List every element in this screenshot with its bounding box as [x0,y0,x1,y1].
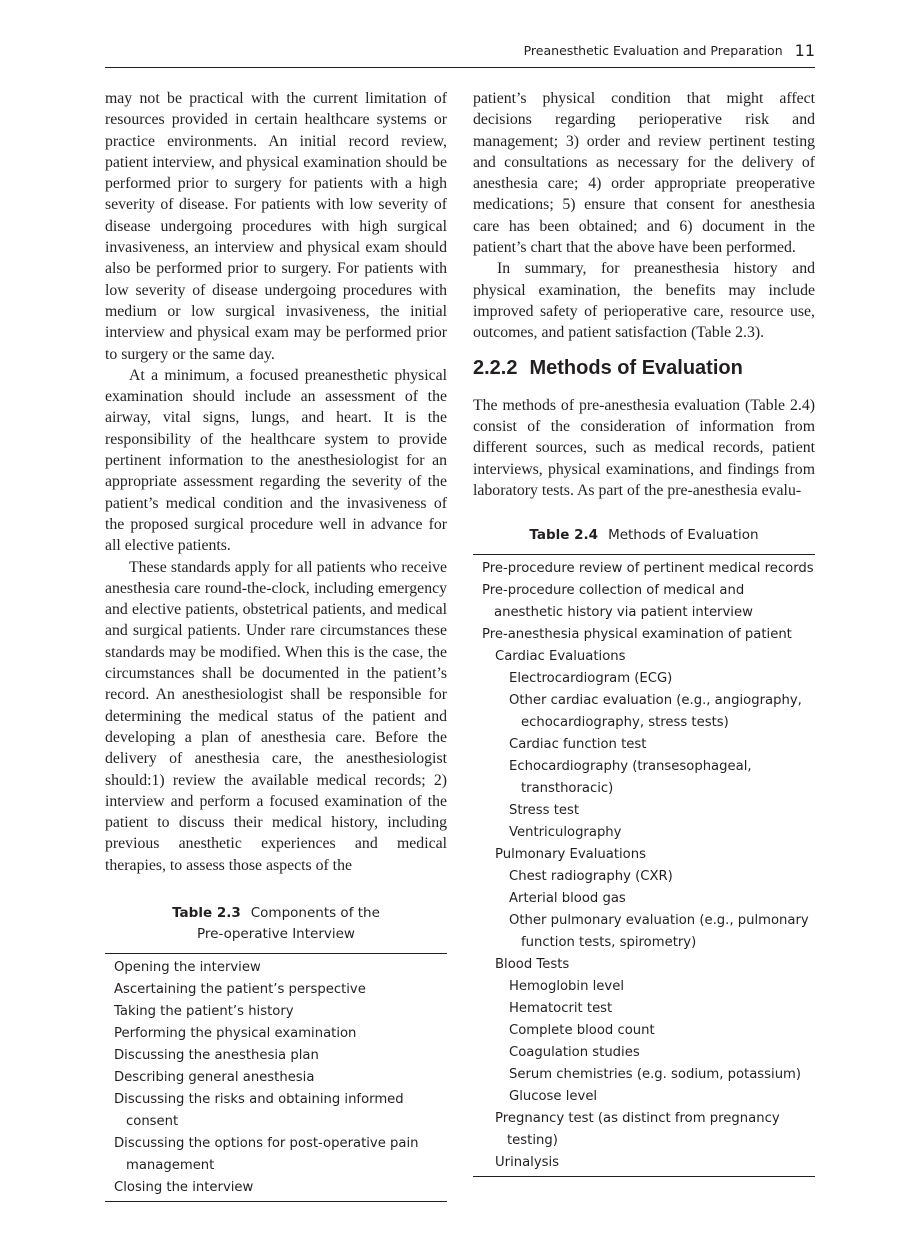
table-row: Blood Tests [495,957,570,973]
table-row: Cardiac Evaluations [495,649,626,665]
table-row: Coagulation studies [509,1045,640,1061]
table-label: Table 2.3 [172,904,241,921]
table-row: Complete blood count [509,1023,655,1039]
page-number: 11 [794,41,815,60]
header-rule [105,67,815,68]
table-row: Other pulmonary evaluation (e.g., pulmonary function tests, spirometry) [509,913,809,951]
paragraph: The methods of pre-anesthesia evaluation (Table 2.4) consist of the consideration of information from different sources, such as medical records, patient interviews, physical examinations, and findings from laboratory tests. As part of the pre-anesthesia evalu- [473,396,815,500]
table-row: Discussing the options for post-operative pain management [114,1135,419,1173]
left-column [105,88,447,1202]
table-row: Pre-anesthesia physical examination of patient [482,627,792,643]
table-row: Pregnancy test (as distinct from pregnancy testing) [495,1111,780,1149]
evaluation-methods-table [473,554,815,1177]
table-row: Glucose level [509,1089,598,1105]
table-row: Pre-procedure review of pertinent medical records [482,561,814,577]
interview-components-table [105,953,447,1202]
running-header [105,40,815,62]
section-number: 2.2.2 [473,356,518,379]
table-title: Methods of Evaluation [608,527,759,544]
section-title: Methods of Evaluation [529,356,743,379]
table-row: Pulmonary Evaluations [495,847,646,863]
table-row: Taking the patient’s history [114,1003,294,1019]
table-row: Ventriculography [509,825,622,841]
table-caption [473,525,815,546]
table-row: Chest radiography (CXR) [509,869,673,885]
table-row: Other cardiac evaluation (e.g., angiography, echocardiography, stress tests) [509,693,802,731]
table-row: Echocardiography (transesophageal, transthoracic) [509,759,752,797]
table-row: Ascertaining the patient’s perspective [114,981,366,997]
table-row: Discussing the anesthesia plan [114,1047,319,1063]
paragraph: patient’s physical condition that might affect decisions regarding perioperative risk and management; 3) order and review pertinent testing and consultations as necessary for the delivery of anesthesia care; 4) order appropriate preoperative medications; 5) ensure that consent for anesthesia care has been obtained; and 6) document in the patient’s chart that the above have been performed. [473,90,815,257]
table-label: Table 2.4 [529,527,599,544]
paragraph: In summary, for preanesthesia history and physical examination, the benefits may include improved safety of perioperative care, resource use, outcomes, and patient satisfaction (Table 2.3). [473,260,815,342]
table-row: Arterial blood gas [509,891,626,907]
paragraph: At a minimum, a focused preanesthetic physical examination should include an assessment of the airway, vital signs, lungs, and heart. It is the responsibility of the healthcare system to provide pertinent information to the anesthesiologist for an appropriate assessment regarding the severity of the patient’s medical condition and the invasiveness of the proposed surgical procedure well in advance for all elective patients. [105,366,447,555]
table-row: Urinalysis [495,1155,560,1171]
table-row: Cardiac function test [509,737,647,753]
table-row: Hemoglobin level [509,979,624,995]
table-row: Performing the physical examination [114,1025,357,1041]
table-caption [105,903,447,945]
table-row: Describing general anesthesia [114,1069,315,1085]
table-row: Stress test [509,803,580,819]
table-row: Pre-procedure collection of medical and anesthetic history via patient interview [482,583,753,621]
table-row: Serum chemistries (e.g. sodium, potassium) [509,1067,802,1083]
running-title: Preanesthetic Evaluation and Preparation [523,43,783,58]
paragraph: may not be practical with the current limitation of resources provided in certain healthcare systems or practice environments. An initial record review, patient interview, and physical examination should be performed prior to surgery for patients with a high severity of disease. For patients with low severity of disease undergoing procedures with high surgical invasiveness, an interview and physical exam should also be performed prior to surgery. For patients with low severity of disease undergoing procedures with medium or low surgical invasiveness, the initial interview and physical exam may be performed prior to surgery or the same day. [105,90,447,363]
table-row: Closing the interview [114,1179,254,1195]
table-title-line1: Components of the [250,904,380,921]
table-row: Hematocrit test [509,1001,613,1017]
table-title-line2: Pre-operative Interview [197,925,355,942]
right-column [473,88,815,1177]
table-row: Discussing the risks and obtaining informed consent [114,1091,404,1129]
paragraph: These standards apply for all patients who receive anesthesia care round-the-clock, including emergency and elective patients, obstetrical patients, and medical and surgical patients. Under rare circumstances these standards may be modified. When this is the case, the circumstances shall be documented in the patient’s record. An anesthesiologist shall be responsible for determining the medical status of the patient and developing a plan of anesthesia care. Before the delivery of anesthesia care, the anesthesiologist should:1) review the available medical records; 2) interview and perform a focused examination of the patient to discuss their medical history, including previous anesthetic experiences and medical therapies, to assess those aspects of the [105,558,447,874]
section-heading [473,358,815,379]
table-row: Opening the interview [114,959,261,975]
table-row: Electrocardiogram (ECG) [509,671,673,687]
